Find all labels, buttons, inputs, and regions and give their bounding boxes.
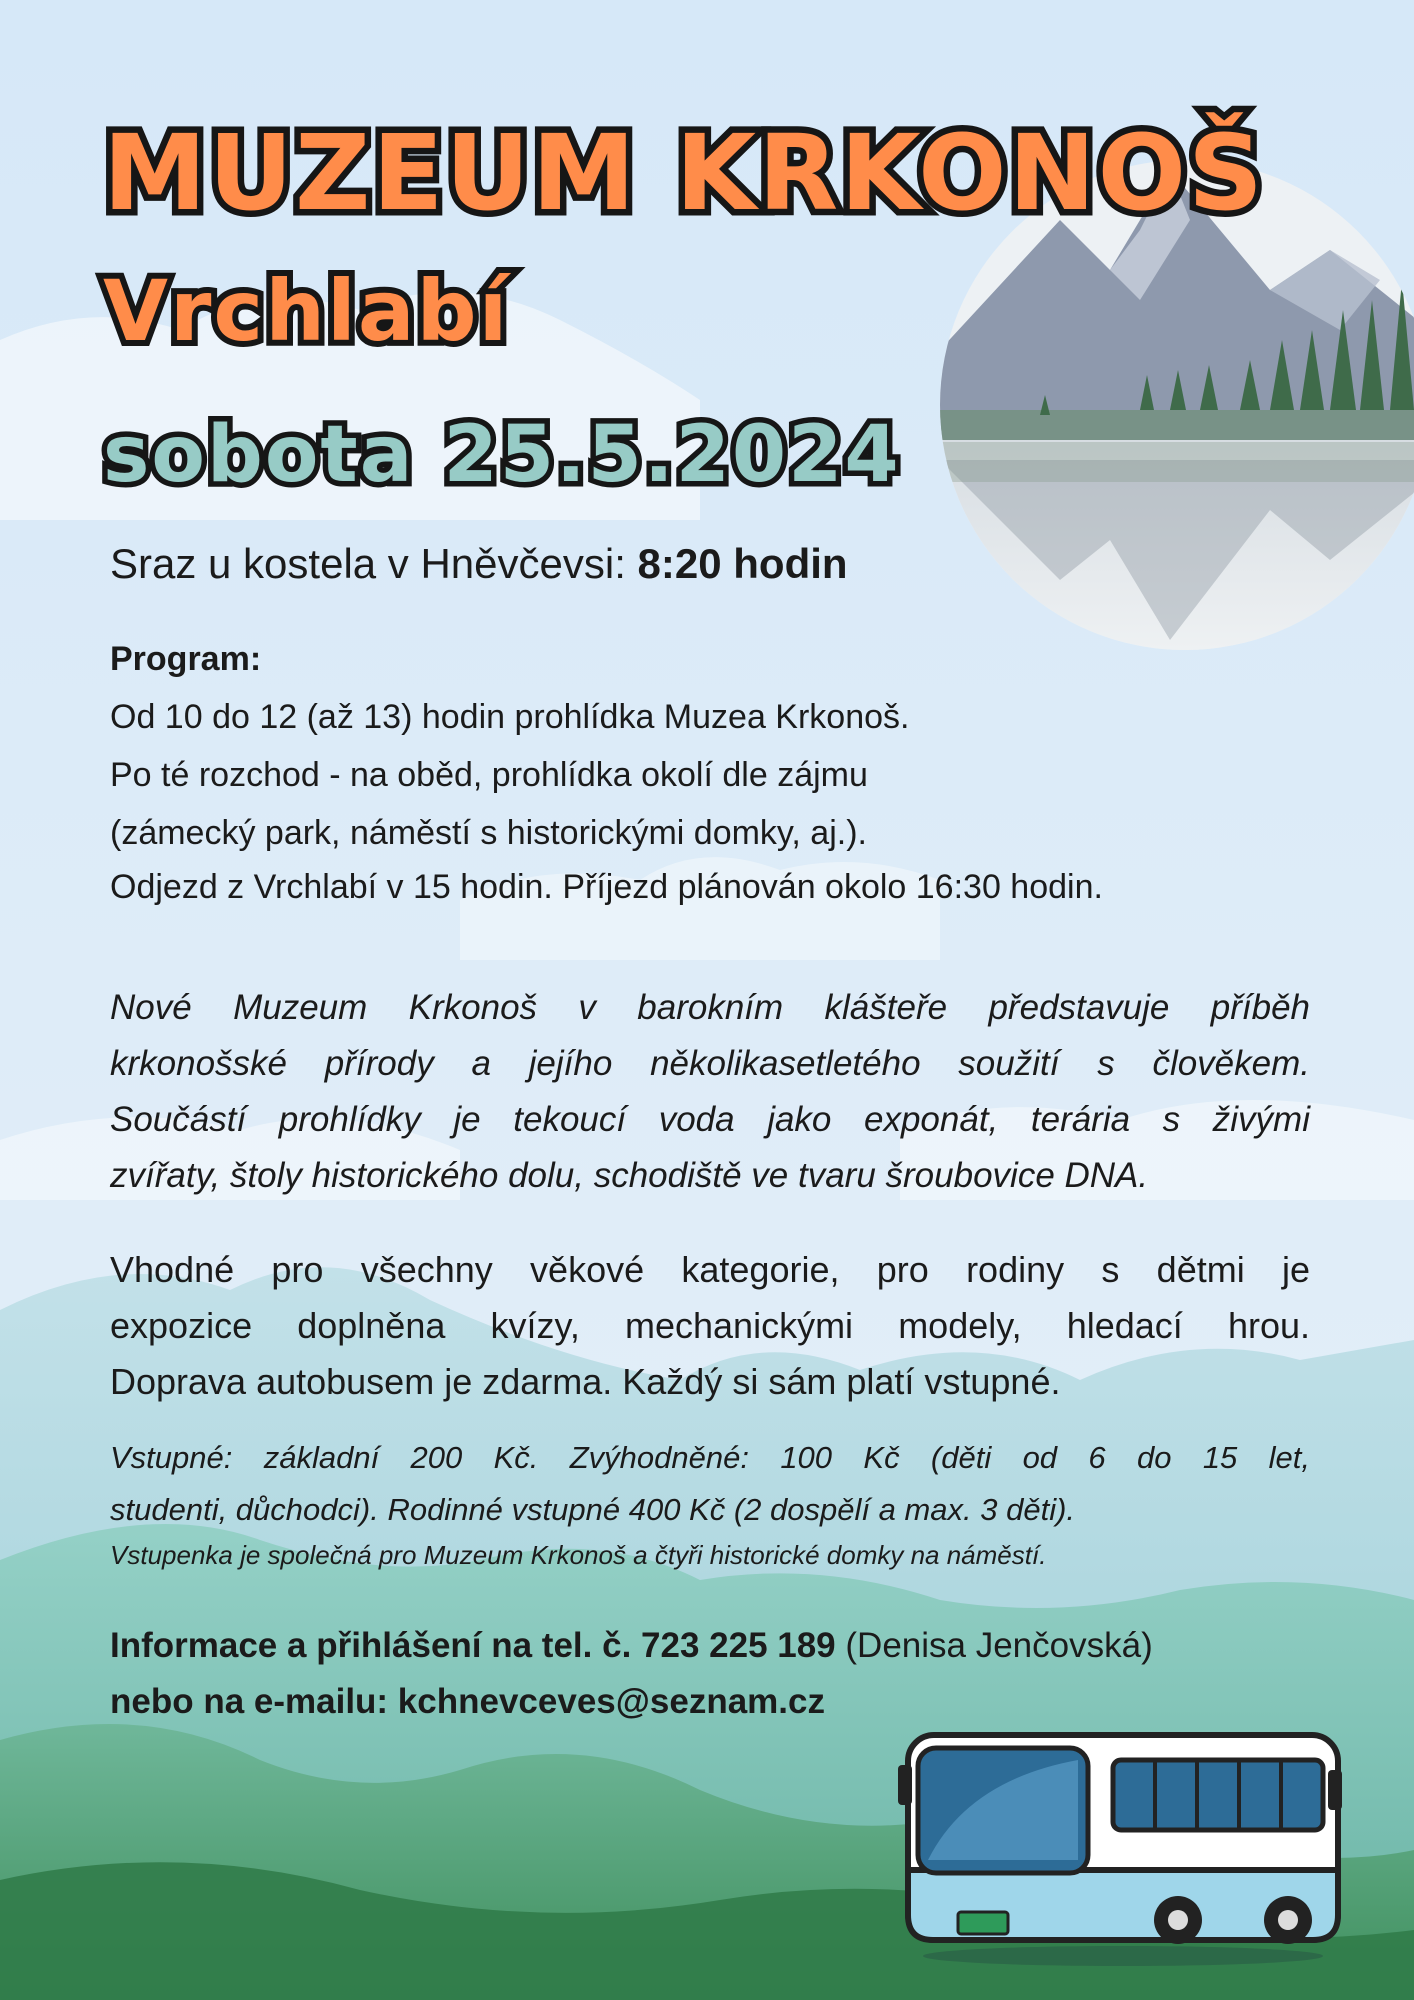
suitability-line: Doprava autobusem je zdarma. Každý si sám platí vstupné. <box>110 1361 1061 1402</box>
email-label: nebo na e-mailu: kchnevceves@seznam.cz <box>110 1682 825 1721</box>
email-line <box>110 1674 1330 1730</box>
departure-info: Odjezd z Vrchlabí v 15 hodin. Příjezd plánován okolo 16:30 hodin. <box>110 868 1103 906</box>
price-line: studenti, důchodci). Rodinné vstupné 400 Kč (2 dospělí a max. 3 děti). <box>110 1492 1076 1527</box>
ticket-note: Vstupenka je společná pro Muzeum Krkonoš a čtyři historické domky na náměstí. <box>110 1540 1047 1570</box>
program-line: Po té rozchod - na oběd, prohlídka okolí dle zájmu <box>110 756 868 794</box>
contact-person: (Denisa Jenčovská) <box>845 1626 1153 1665</box>
main-title: MUZEUM KRKONOŠ <box>103 112 1265 234</box>
suitability-line: Vhodné pro všechny věkové kategorie, pro rodiny s dětmi je <box>110 1249 1310 1290</box>
phone-label: Informace a přihlášení na tel. č. 723 225 189 <box>110 1626 836 1665</box>
admission-prices <box>110 1432 1310 1536</box>
phone-line <box>110 1618 1330 1674</box>
event-date: sobota 25.5.2024 <box>103 410 901 500</box>
meeting-label: Sraz u kostela v Hněvčevsi: <box>110 540 626 587</box>
museum-description <box>110 980 1310 1204</box>
suitability-line: expozice doplněna kvízy, mechanickými modely, hledací hrou. <box>110 1305 1310 1346</box>
program-line: Od 10 do 12 (až 13) hodin prohlídka Muzea Krkonoš. <box>110 698 910 736</box>
program-line: (zámecký park, náměstí s historickými domky, aj.). <box>110 814 867 852</box>
description-line: zvířaty, štoly historického dolu, schodiště ve tvaru šroubovice DNA. <box>110 1156 1149 1195</box>
program-section <box>110 630 1110 862</box>
program-heading: Program: <box>110 640 262 678</box>
subtitle-town: Vrchlabí <box>103 262 510 360</box>
meeting-time: 8:20 hodin <box>637 540 848 587</box>
meeting-point <box>110 540 848 588</box>
description-line: Součástí prohlídky je tekoucí voda jako exponát, terária s živými <box>110 1100 1310 1139</box>
suitability-info <box>110 1242 1310 1410</box>
description-line: krkonošské přírody a jejího několikasetletého soužití s člověkem. <box>110 1044 1310 1083</box>
bus-icon <box>888 1720 1358 1970</box>
description-line: Nové Muzeum Krkonoš v barokním klášteře představuje příběh <box>110 988 1310 1027</box>
contact-info <box>110 1618 1330 1730</box>
price-line: Vstupné: základní 200 Kč. Zvýhodněné: 100 Kč (děti od 6 do 15 let, <box>110 1440 1310 1475</box>
